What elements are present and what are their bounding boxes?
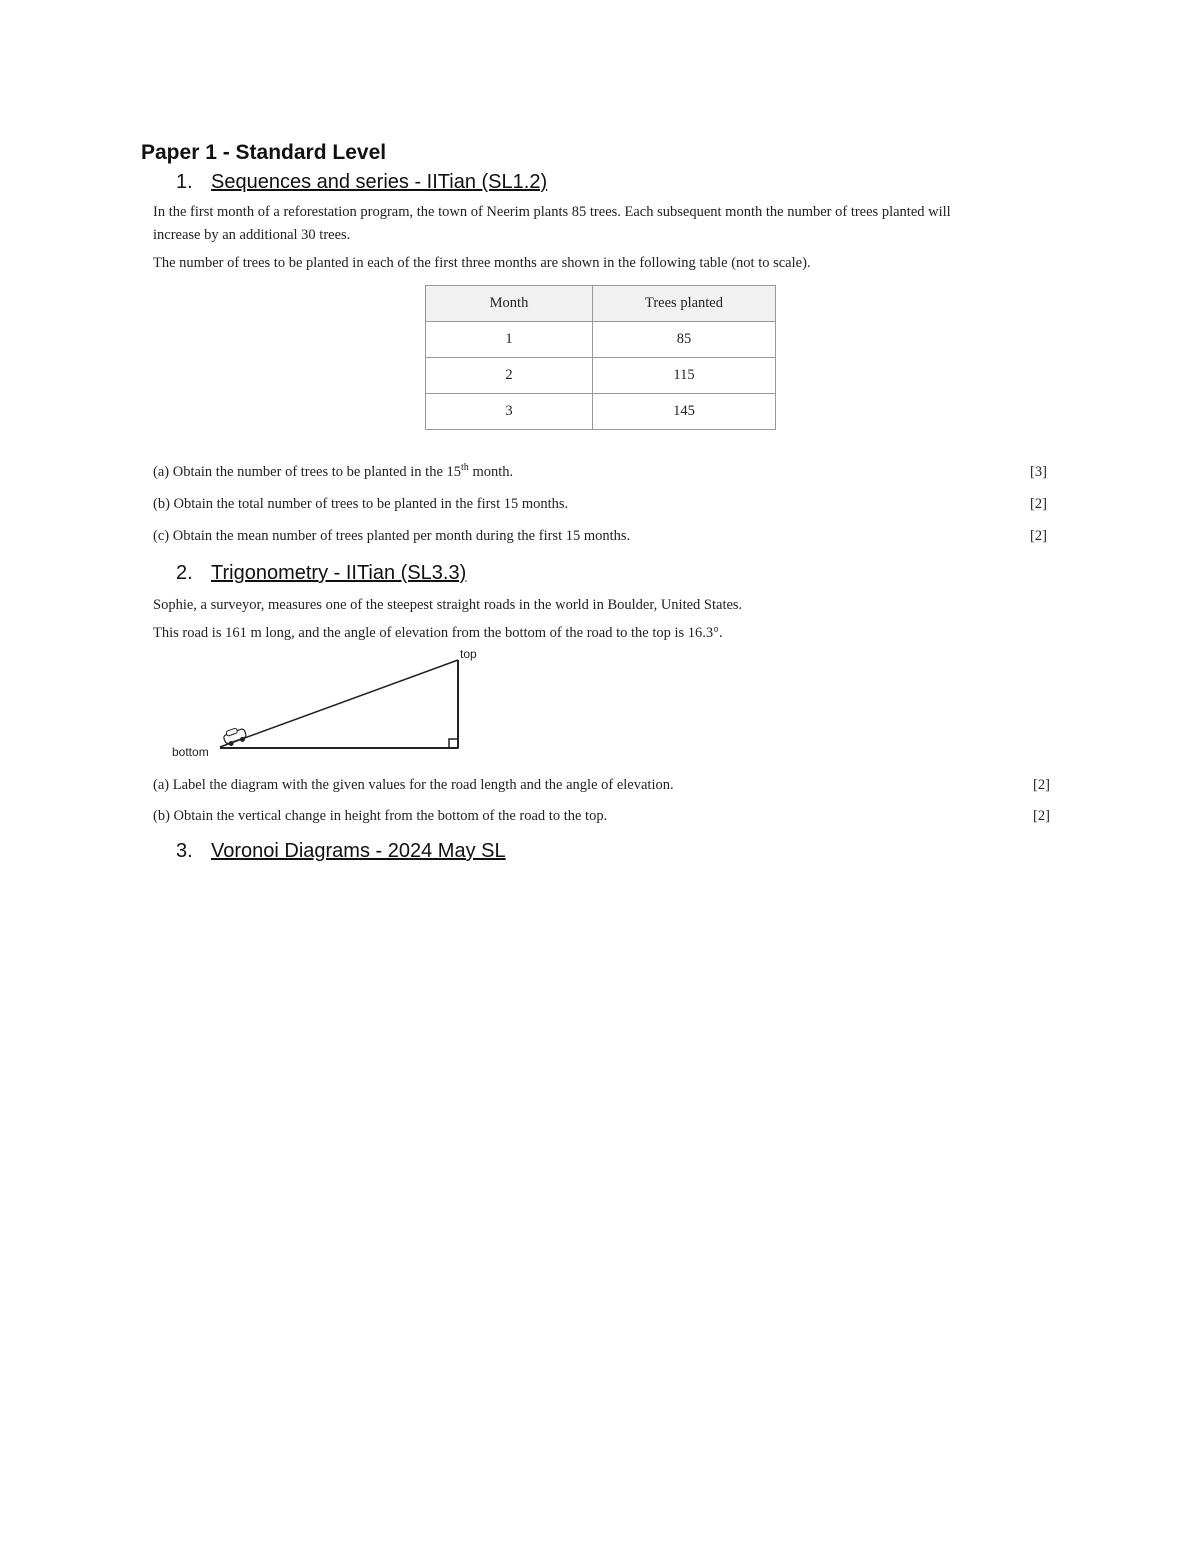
table-header-trees: Trees planted [593,286,776,322]
part-a-marks: [3] [1030,464,1047,480]
part-a-text: (a) Obtain the number of trees to be planted in the 15 [153,463,462,480]
question-2-part-b: (b) Obtain the vertical change in height from the bottom of the road to the top. [153,808,608,824]
table-cell-trees: 115 [593,358,776,394]
question-2-number: 2. [176,562,193,584]
question-1-intro-line-2: increase by an additional 30 trees. [153,227,351,243]
table-row [426,394,776,430]
table-cell-trees: 85 [593,322,776,358]
question-3-link[interactable]: Voronoi Diagrams - 2024 May SL [211,840,506,862]
question-1-part-b: (b) Obtain the total number of trees to be planted in the first 15 months. [153,496,569,512]
q2-part-b-marks: [2] [1033,808,1050,824]
table-row [426,322,776,358]
question-2-heading [176,562,466,585]
table-header-month: Month [426,286,593,322]
part-a-suffix: month. [468,463,514,480]
question-2-link[interactable]: Trigonometry - IITian (SL3.3) [211,562,467,584]
table-cell-trees: 145 [593,394,776,430]
question-2-part-a: (a) Label the diagram with the given values for the road length and the angle of elevation. [153,777,674,793]
table-cell-month: 2 [426,358,593,394]
table-cell-month: 3 [426,394,593,430]
question-1-intro-line-1: In the first month of a reforestation program, the town of Neerim plants 85 trees. Each subsequent month the number of trees planted will [153,204,951,220]
question-1-heading [176,171,547,194]
q2-part-a-marks: [2] [1033,777,1050,793]
question-1-intro-line-3: The number of trees to be planted in each of the first three months are shown in the following table (not to scale). [153,255,811,271]
road-triangle-diagram [160,640,500,765]
part-a-superscript: th [461,462,469,473]
question-2-intro-line-2: This road is 161 m long, and the angle of elevation from the bottom of the road to the top is 16.3°. [153,625,723,641]
question-3-heading [176,840,506,863]
table-row [426,358,776,394]
road-hypotenuse [220,660,458,747]
question-2-intro-line-1: Sophie, a surveyor, measures one of the steepest straight roads in the world in Boulder, United States. [153,597,743,613]
part-b-marks: [2] [1030,496,1047,512]
top-label: top [460,647,477,661]
part-c-marks: [2] [1030,528,1047,544]
table-cell-month: 1 [426,322,593,358]
question-1-part-c: (c) Obtain the mean number of trees planted per month during the first 15 months. [153,528,631,544]
question-1-number: 1. [176,171,193,193]
page-title: Paper 1 - Standard Level [141,141,387,164]
right-angle-marker [449,739,458,748]
question-1-link[interactable]: Sequences and series - IITian (SL1.2) [211,171,548,193]
table-header-row [426,286,776,322]
question-1-part-a [153,462,513,481]
bottom-label: bottom [172,745,209,759]
question-3-number: 3. [176,840,193,862]
trees-table [425,285,776,430]
